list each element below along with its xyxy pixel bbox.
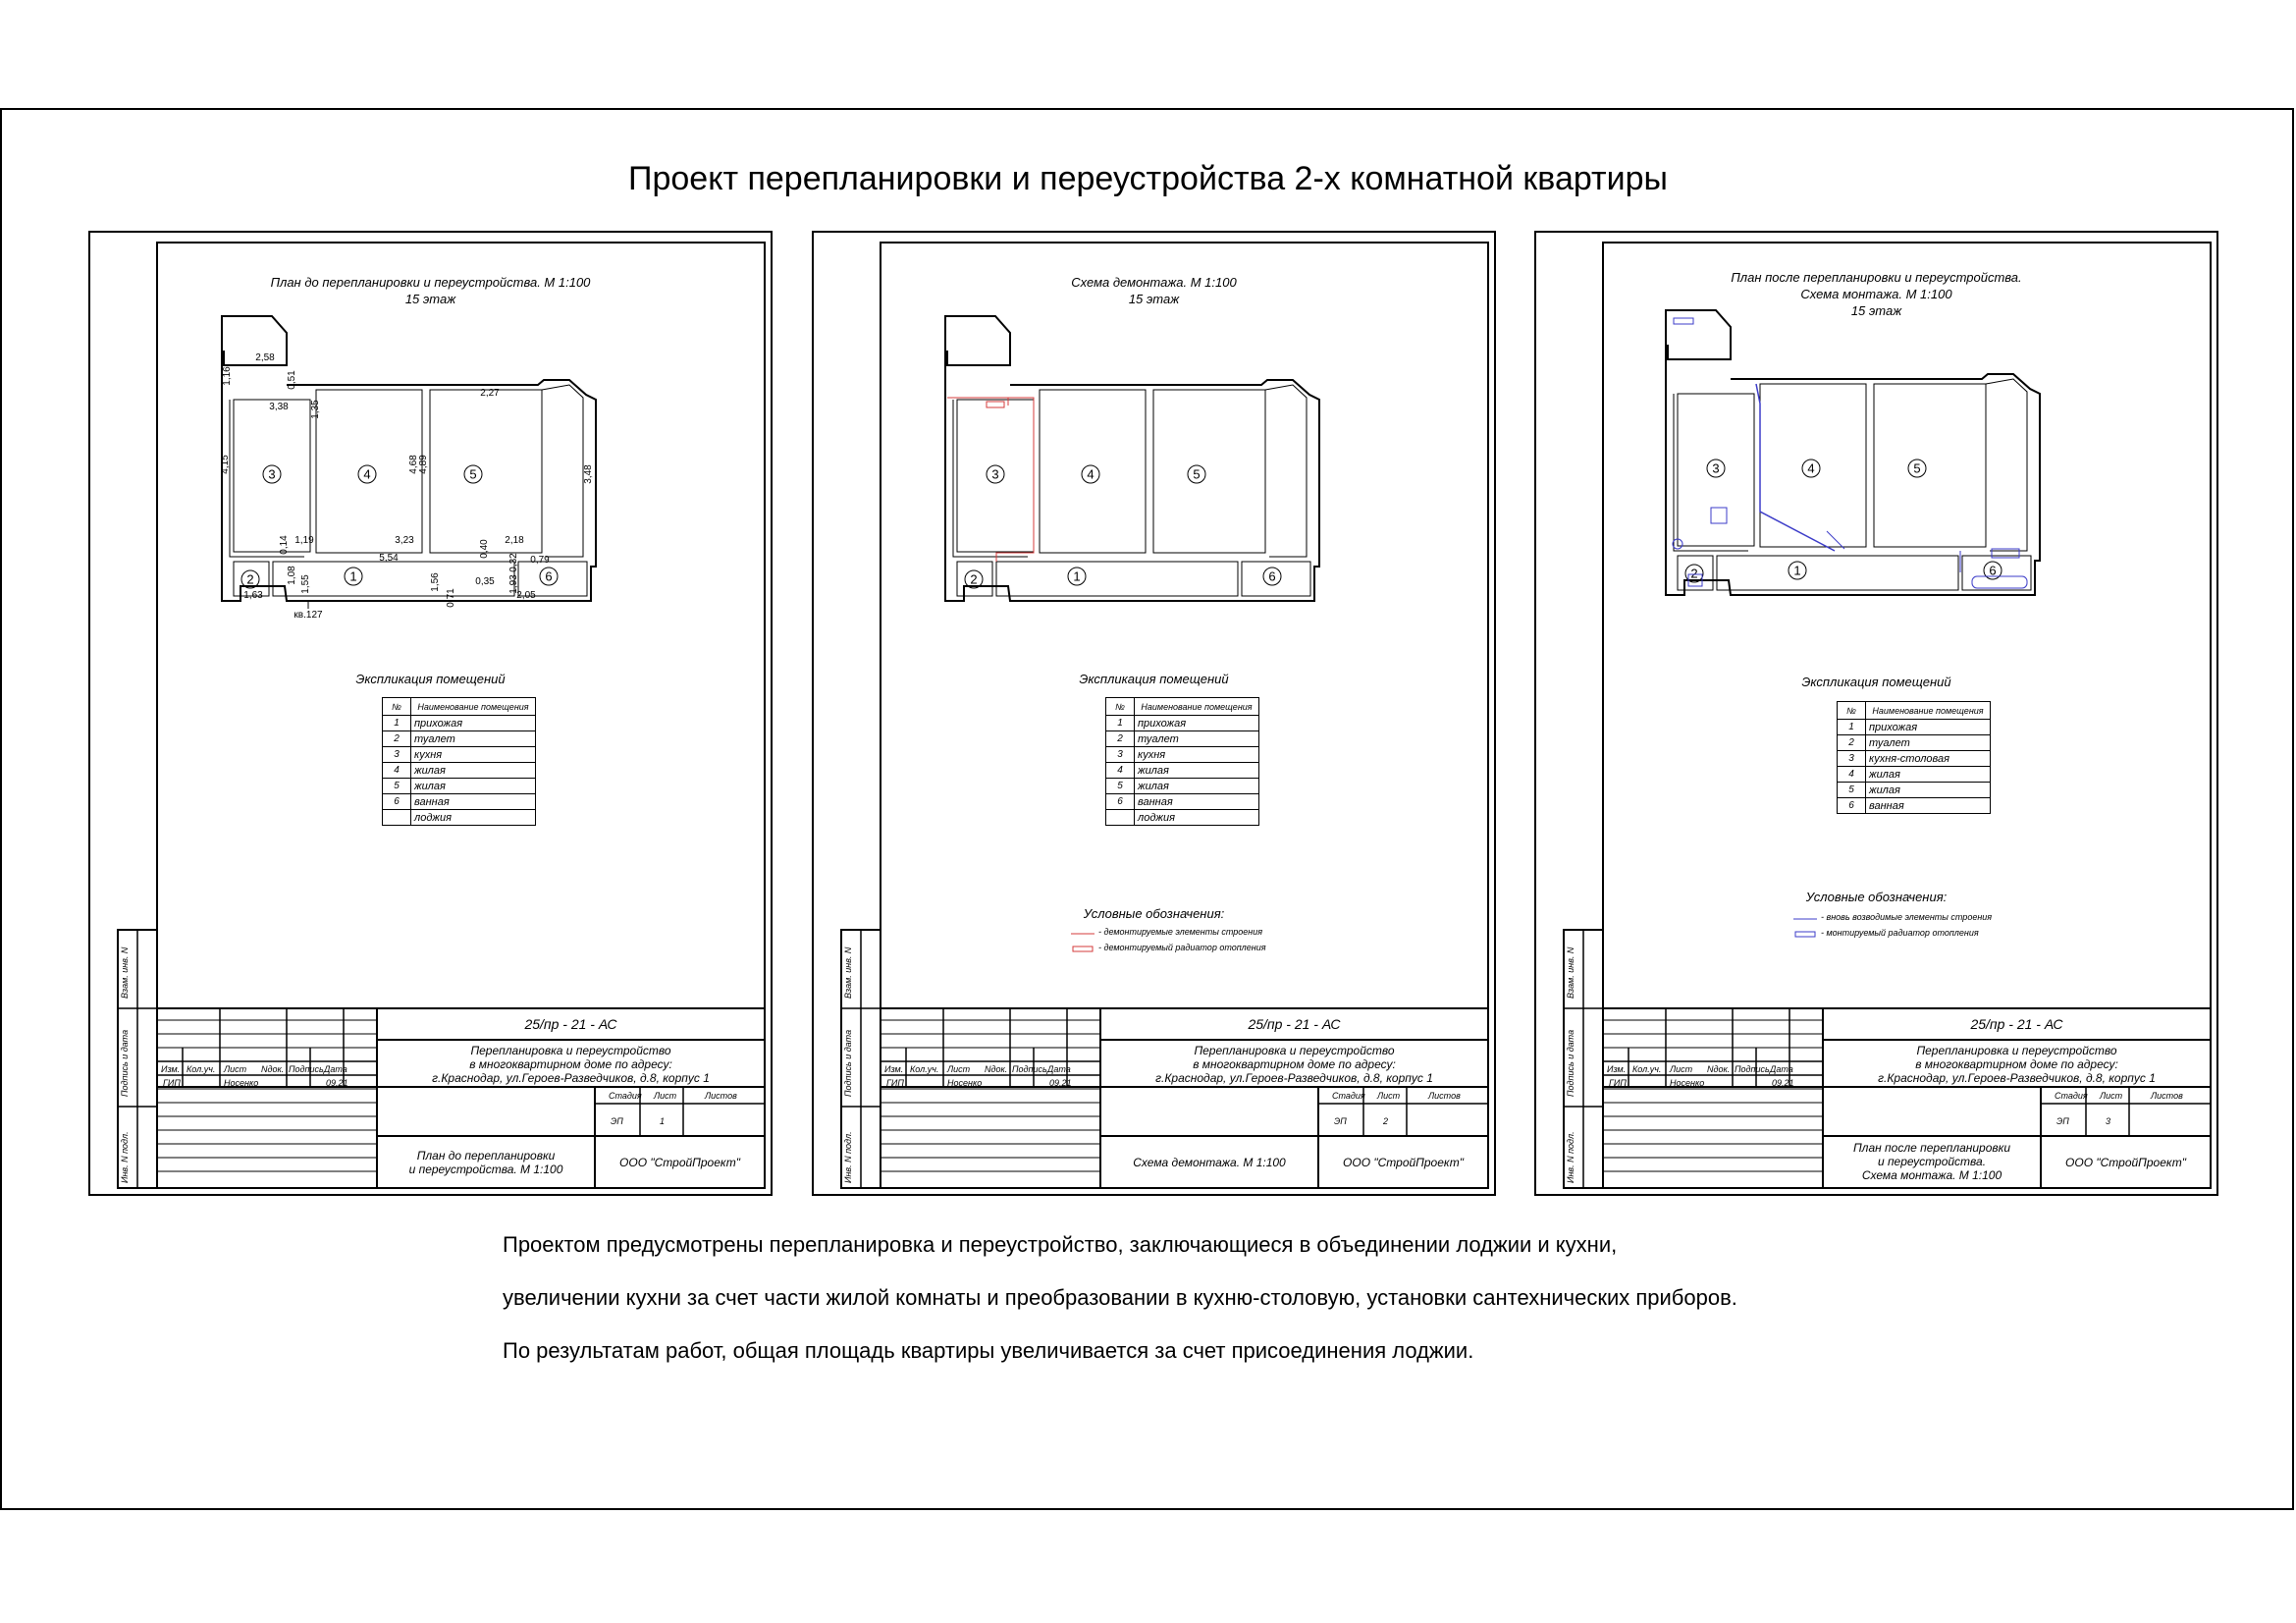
room-number: 6	[1989, 563, 1997, 578]
legend-title: Условные обозначения:	[1805, 890, 1948, 904]
title-block-header: Лист	[947, 1064, 971, 1074]
room-number: 1	[1073, 568, 1081, 584]
title-block-header: Подпись	[1735, 1064, 1770, 1074]
room-number: 4	[1807, 460, 1815, 476]
sheet-name-line: и переустройства. М 1:100	[408, 1163, 563, 1176]
stage-header: Стадия	[1332, 1091, 1365, 1101]
object-line: Перепланировка и переустройство	[1194, 1044, 1395, 1057]
room-name-cell: лоджия	[1135, 810, 1259, 826]
main-title: Проект перепланировки и переустройства 2-х комнатной квартиры	[628, 160, 1668, 197]
room-number-cell: 2	[383, 731, 411, 747]
project-code: 25/пр - 21 - АС	[1248, 1016, 1341, 1032]
dimension-label: 1,93	[508, 574, 519, 594]
title-block-header: Изм.	[1607, 1064, 1627, 1074]
room-number-cell: 5	[1838, 783, 1866, 798]
object-description	[377, 1044, 765, 1085]
object-line: г.Краснодар, ул.Героев-Разведчиков, д.8, корпус 1	[1155, 1071, 1433, 1085]
table-row	[1106, 794, 1259, 810]
plan-title-line: План после перепланировки и переустройства.	[1731, 270, 2022, 285]
side-label: Инв. N подл.	[843, 1131, 853, 1183]
object-description	[1100, 1044, 1488, 1085]
title-block-person: Носенко	[224, 1078, 259, 1088]
legend-item: - монтируемый радиатор отопления	[1821, 928, 1979, 938]
dimension-label: 1,16	[222, 366, 233, 386]
title-block-header: Лист	[224, 1064, 247, 1074]
title-block-header: Кол.уч.	[910, 1064, 939, 1074]
stage-value: ЭП	[2056, 1116, 2069, 1126]
explication-title: Экспликация помещений	[1079, 672, 1229, 686]
table-row	[1106, 731, 1259, 747]
side-label: Инв. N подл.	[1566, 1131, 1575, 1183]
object-line: г.Краснодар, ул.Героев-Разведчиков, д.8, корпус 1	[1878, 1071, 2156, 1085]
dimension-label: 3,48	[583, 464, 594, 484]
room-name-cell: туалет	[1866, 735, 1991, 751]
side-label: Взам. инв. N	[120, 947, 130, 999]
room-number-cell: 5	[383, 779, 411, 794]
title-block-header: Кол.уч.	[187, 1064, 216, 1074]
column-name: Наименование помещения	[411, 698, 536, 716]
room-number-cell: 1	[1106, 716, 1135, 731]
title-block-role: ГИП	[163, 1078, 181, 1088]
room-name-cell: кухня-столовая	[1866, 751, 1991, 767]
object-line: Перепланировка и переустройство	[470, 1044, 671, 1057]
plan-title-line: Схема демонтажа. М 1:100	[1071, 275, 1237, 290]
dimension-label: 0,40	[479, 539, 490, 559]
title-block-header: Кол.уч.	[1632, 1064, 1662, 1074]
legend-item: - демонтируемые элементы строения	[1098, 927, 1263, 937]
demolition-elements	[947, 398, 1034, 562]
room-name-cell: жилая	[1135, 779, 1259, 794]
room-number: 4	[363, 466, 371, 482]
room-number: 5	[469, 466, 477, 482]
table-header-row	[1838, 702, 1991, 720]
stage-header: Стадия	[609, 1091, 642, 1101]
radiator-demolition	[987, 402, 1004, 407]
table-header-row	[1106, 698, 1259, 716]
organization: ООО "СтройПроект"	[2065, 1156, 2186, 1169]
room-number-cell: 2	[1838, 735, 1866, 751]
room-number-cell: 6	[383, 794, 411, 810]
room-name-cell: ванная	[1135, 794, 1259, 810]
dimension-label: 1,55	[300, 574, 311, 594]
room-number: 2	[246, 571, 254, 587]
sheet-name	[377, 1149, 595, 1176]
dimension-label: 0,32	[508, 553, 519, 572]
room-number: 4	[1087, 466, 1095, 482]
plan-title-line: 15 этаж	[1850, 303, 1902, 318]
dimension-label: 0,14	[279, 535, 290, 555]
room-name-cell: прихожая	[1135, 716, 1259, 731]
table-row	[1106, 763, 1259, 779]
sheet-2	[812, 231, 1496, 1196]
side-label: Взам. инв. N	[843, 947, 853, 999]
sheet-number: 2	[1383, 1116, 1389, 1126]
explication-title: Экспликация помещений	[1801, 675, 1951, 689]
room-number: 3	[991, 466, 999, 482]
stage-value: ЭП	[611, 1116, 623, 1126]
object-line: в многоквартирном доме по адресу:	[1915, 1057, 2118, 1071]
room-number-cell: 2	[1106, 731, 1135, 747]
title-block-header: Изм.	[161, 1064, 181, 1074]
dimension-label: 1,63	[243, 590, 263, 601]
room-number-cell: 4	[1106, 763, 1135, 779]
room-number-cell: 3	[1106, 747, 1135, 763]
column-number: №	[1106, 698, 1135, 716]
room-number: 2	[970, 571, 978, 587]
column-name: Наименование помещения	[1866, 702, 1991, 720]
table-row	[1838, 735, 1991, 751]
room-number: 2	[1690, 566, 1698, 581]
stage-header: Листов	[705, 1091, 737, 1101]
room-number: 3	[268, 466, 276, 482]
title-block-header: Изм.	[884, 1064, 904, 1074]
object-line: в многоквартирном доме по адресу:	[469, 1057, 672, 1071]
room-name-cell: кухня	[411, 747, 536, 763]
title-block-role: ГИП	[886, 1078, 904, 1088]
dimension-label: 4,89	[418, 455, 429, 474]
sheet-name	[1823, 1141, 2041, 1182]
bathtub-fixture	[1972, 576, 2027, 588]
title-block-person: Носенко	[947, 1078, 983, 1088]
dimension-label: 2,58	[255, 352, 275, 363]
side-label: Взам. инв. N	[1566, 947, 1575, 999]
room-name-cell: прихожая	[411, 716, 536, 731]
floor-plan	[945, 316, 1319, 601]
side-label: Инв. N подл.	[120, 1131, 130, 1183]
room-name-cell: туалет	[1135, 731, 1259, 747]
dimension-label: 0,71	[446, 588, 456, 608]
stage-header: Лист	[1377, 1091, 1401, 1101]
sheet-name-line: Схема монтажа. М 1:100	[1861, 1168, 2002, 1182]
explication-table	[1105, 697, 1259, 826]
side-label: Подпись и дата	[120, 1029, 130, 1097]
dimension-label: 1,35	[310, 400, 321, 419]
room-name-cell: жилая	[1866, 767, 1991, 783]
room-name-cell: ванная	[1866, 798, 1991, 814]
sheet-name-line: План после перепланировки	[1852, 1141, 2011, 1155]
object-line: Перепланировка и переустройство	[1916, 1044, 2117, 1057]
stage-header: Стадия	[2055, 1091, 2088, 1101]
table-row	[383, 794, 536, 810]
title-block-header: Подпись	[1012, 1064, 1047, 1074]
column-number: №	[1838, 702, 1866, 720]
plan-title-line: 15 этаж	[1128, 292, 1180, 306]
room-number: 6	[1268, 568, 1276, 584]
dimension-label: 1,19	[294, 535, 314, 546]
room-number: 3	[1712, 460, 1720, 476]
room-number: 5	[1913, 460, 1921, 476]
sheet-3	[1534, 231, 2218, 1196]
room-name-cell: жилая	[411, 763, 536, 779]
dimension-label: 2,27	[480, 388, 500, 399]
organization: ООО "СтройПроект"	[619, 1156, 740, 1169]
room-number: 6	[545, 568, 553, 584]
sheet-name-line: и переустройства.	[1877, 1155, 1987, 1168]
room-name-cell: жилая	[1866, 783, 1991, 798]
table-row	[383, 810, 536, 826]
title-block-person: Носенко	[1670, 1078, 1705, 1088]
room-number-cell: 6	[1106, 794, 1135, 810]
floor-plan	[1666, 310, 2040, 595]
table-row	[383, 731, 536, 747]
room-number-cell	[1106, 810, 1135, 826]
dimension-label: 0,35	[475, 576, 495, 587]
table-row	[1838, 798, 1991, 814]
dimension-label: 3,38	[269, 402, 289, 412]
title-block-header: Лист	[1670, 1064, 1693, 1074]
explication-table	[382, 697, 536, 826]
room-number-cell: 3	[1838, 751, 1866, 767]
sheet-name-line: Схема демонтажа. М 1:100	[1133, 1156, 1286, 1169]
stage-header: Лист	[2100, 1091, 2123, 1101]
plan-title-line: 15 этаж	[404, 292, 456, 306]
table-row	[1838, 783, 1991, 798]
dimension-label: 3,23	[395, 535, 414, 546]
explication-table	[1837, 701, 1991, 814]
table-row	[1106, 810, 1259, 826]
sheet-name-line: План до перепланировки	[416, 1149, 556, 1163]
room-name-cell: жилая	[411, 779, 536, 794]
room-number: 1	[1793, 563, 1801, 578]
title-block-header: Подпись	[289, 1064, 324, 1074]
side-label: Подпись и дата	[1566, 1029, 1575, 1097]
dimension-label: 0,51	[287, 370, 297, 390]
stove-fixture	[1711, 508, 1727, 523]
title-block-role: ГИП	[1609, 1078, 1627, 1088]
room-name-cell: кухня	[1135, 747, 1259, 763]
table-row	[1838, 720, 1991, 735]
title-block-date: 09.21	[1772, 1078, 1794, 1088]
title-block-header: Nдок.	[261, 1064, 285, 1074]
title-block-date: 09.21	[326, 1078, 348, 1088]
object-description	[1823, 1044, 2211, 1085]
sheet-1	[88, 231, 773, 1196]
room-name-cell: ванная	[411, 794, 536, 810]
table-row	[383, 747, 536, 763]
room-number-cell: 4	[1838, 767, 1866, 783]
room-number-cell: 1	[1838, 720, 1866, 735]
table-row	[383, 763, 536, 779]
stage-header: Лист	[654, 1091, 677, 1101]
organization: ООО "СтройПроект"	[1343, 1156, 1464, 1169]
legend-radiator-symbol	[1795, 932, 1815, 937]
project-code: 25/пр - 21 - АС	[1970, 1016, 2063, 1032]
dimension-label: 1,08	[287, 566, 297, 585]
title-block-header: Дата	[1770, 1064, 1793, 1074]
table-row	[383, 716, 536, 731]
legend-title: Условные обозначения:	[1083, 906, 1225, 921]
plan-title	[90, 274, 771, 307]
plan-title	[814, 274, 1494, 307]
legend-item: - демонтируемый радиатор отопления	[1098, 943, 1266, 952]
dimension-label: 5,54	[379, 553, 399, 564]
column-name: Наименование помещения	[1135, 698, 1259, 716]
side-label: Подпись и дата	[843, 1029, 853, 1097]
table-header-row	[383, 698, 536, 716]
dimension-label: 1,56	[430, 572, 441, 592]
table-row	[1106, 779, 1259, 794]
project-code: 25/пр - 21 - АС	[524, 1016, 617, 1032]
title-block-header: Nдок.	[1707, 1064, 1731, 1074]
dimension-label: 4,68	[408, 455, 419, 474]
washbasin-fixture	[1992, 549, 2019, 558]
dimension-label: 2,18	[505, 535, 524, 546]
room-name-cell: лоджия	[411, 810, 536, 826]
table-row	[1838, 751, 1991, 767]
explication-title: Экспликация помещений	[355, 672, 506, 686]
stage-header: Листов	[1428, 1091, 1461, 1101]
table-row	[1838, 767, 1991, 783]
table-row	[1106, 747, 1259, 763]
table-row	[383, 779, 536, 794]
plan-title-line: План до перепланировки и переустройства. М 1:100	[270, 275, 591, 290]
floor-plan	[220, 316, 596, 621]
room-name-cell: туалет	[411, 731, 536, 747]
room-number-cell: 3	[383, 747, 411, 763]
stage-header: Листов	[2151, 1091, 2183, 1101]
description-line-1: Проектом предусмотрены перепланировка и переустройство, заключающиеся в объединении лоджии и кухни,	[503, 1232, 1618, 1257]
legend-item: - вновь возводимые элементы строения	[1821, 912, 1993, 922]
column-number: №	[383, 698, 411, 716]
description-line-3: По результатам работ, общая площадь квартиры увеличивается за счет присоединения лоджии.	[503, 1338, 1474, 1363]
legend-radiator-symbol	[1073, 947, 1093, 951]
room-number-cell	[383, 810, 411, 826]
room-number-cell: 4	[383, 763, 411, 779]
room-name-cell: прихожая	[1866, 720, 1991, 735]
room-number-cell: 1	[383, 716, 411, 731]
room-number-cell: 6	[1838, 798, 1866, 814]
stage-value: ЭП	[1334, 1116, 1347, 1126]
title-block-header: Nдок.	[985, 1064, 1008, 1074]
title-block-header: Дата	[324, 1064, 347, 1074]
sheet-number: 3	[2106, 1116, 2111, 1126]
dimension-label: 4,15	[220, 455, 231, 474]
sheet-name	[1100, 1156, 1318, 1169]
room-number: 5	[1193, 466, 1201, 482]
title-block-header: Дата	[1047, 1064, 1071, 1074]
plan-title-line: Схема монтажа. М 1:100	[1800, 287, 1952, 301]
object-line: в многоквартирном доме по адресу:	[1193, 1057, 1396, 1071]
dimension-label: 2,05	[516, 590, 536, 601]
description-line-2: увеличении кухни за счет части жилой комнаты и преобразовании в кухню-столовую, установки сантехнических приборов.	[503, 1285, 1737, 1310]
room-name-cell: жилая	[1135, 763, 1259, 779]
dimension-label: 0,79	[530, 555, 550, 566]
plan-title	[1536, 269, 2216, 319]
table-row	[1106, 716, 1259, 731]
apartment-label: кв.127	[294, 610, 323, 621]
room-number-cell: 5	[1106, 779, 1135, 794]
object-line: г.Краснодар, ул.Героев-Разведчиков, д.8, корпус 1	[432, 1071, 710, 1085]
room-number: 1	[349, 568, 357, 584]
sheet-number: 1	[660, 1116, 666, 1126]
title-block-date: 09.21	[1049, 1078, 1072, 1088]
